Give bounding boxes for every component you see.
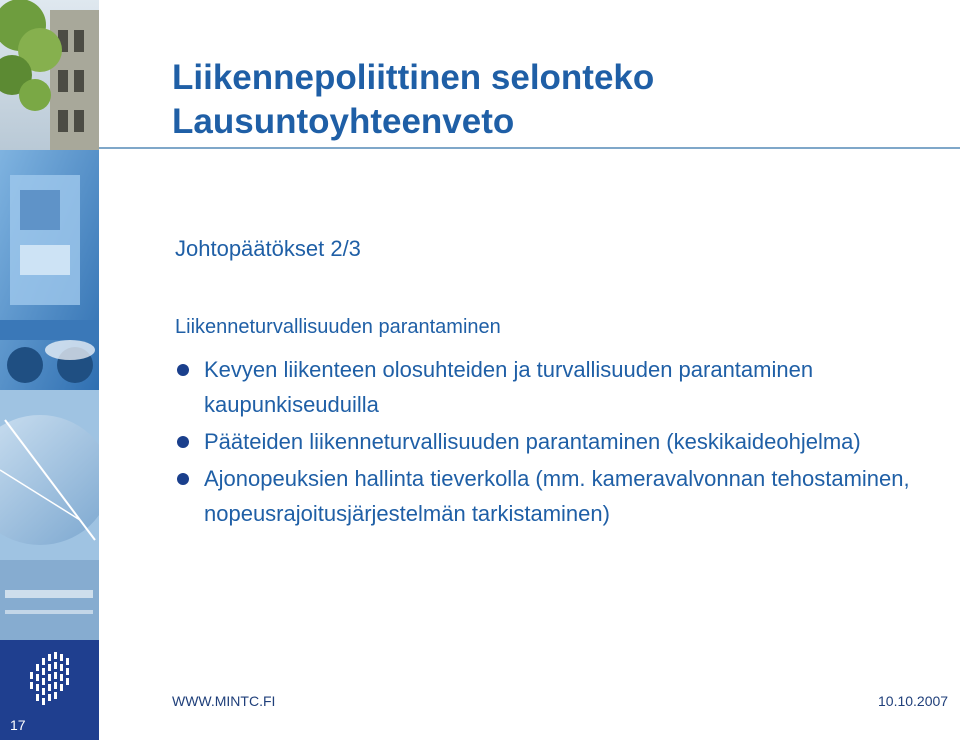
title-line-2: Lausuntoyhteenveto <box>172 102 515 141</box>
title-line-1: Liikennepoliittinen selonteko <box>172 58 655 97</box>
bullet-dot-icon <box>177 436 189 448</box>
collage-photo <box>0 0 99 740</box>
section-heading: Liikenneturvallisuuden parantaminen <box>175 316 501 338</box>
slide-subtitle: Johtopäätökset 2/3 <box>175 236 361 261</box>
bullet-text: Ajonopeuksien hallinta tieverkolla (mm. kameravalvonnan tehostaminen, nopeusrajoitusjärjestelmän tarkistaminen) <box>204 466 910 526</box>
ministry-logo-icon <box>28 650 76 710</box>
bullet-list <box>175 352 935 532</box>
bullet-item <box>175 461 935 531</box>
decorative-photo-strip <box>0 0 99 740</box>
bullet-item <box>175 352 935 422</box>
bullet-dot-icon <box>177 364 189 376</box>
footer-date: 10.10.2007 <box>878 693 949 709</box>
title-divider <box>99 147 960 149</box>
slide-title <box>172 56 654 144</box>
bullet-text: Kevyen liikenteen olosuhteiden ja turvallisuuden parantaminen kaupunkiseuduilla <box>204 357 814 417</box>
page-number: 17 <box>10 717 26 733</box>
bullet-item <box>175 424 935 459</box>
bullet-text: Pääteiden liikenneturvallisuuden parantaminen (keskikaideohjelma) <box>204 429 861 454</box>
footer-website: WWW.MINTC.FI <box>172 693 276 709</box>
bullet-dot-icon <box>177 473 189 485</box>
